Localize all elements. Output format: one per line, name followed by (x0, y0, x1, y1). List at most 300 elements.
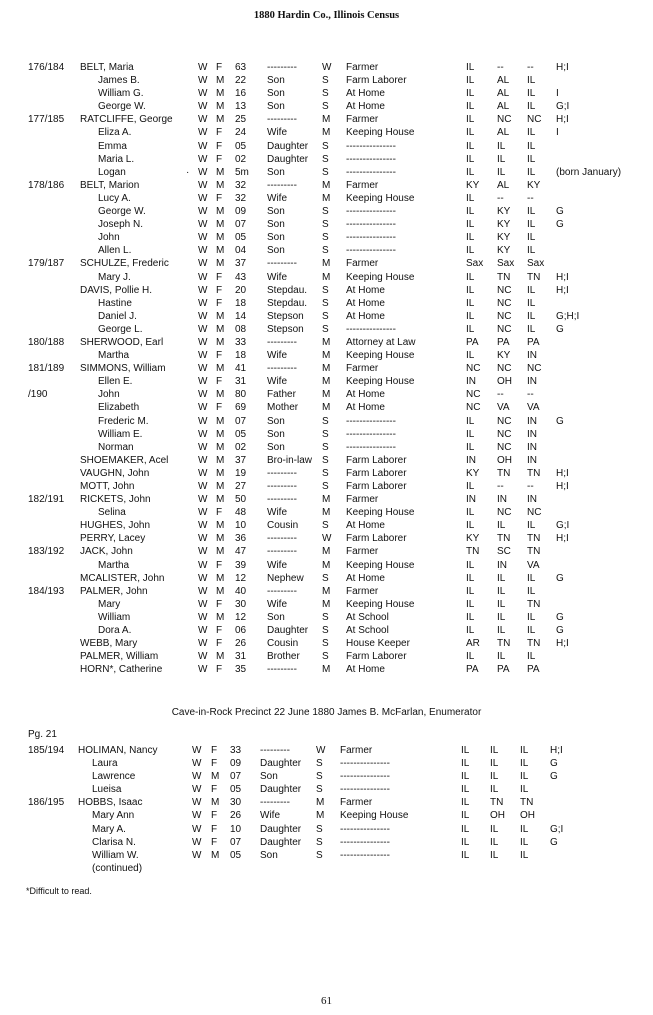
sex: M (216, 245, 225, 257)
mother-birthplace: NC (527, 363, 542, 375)
marital-status: M (322, 546, 331, 558)
birthplace: IL (466, 585, 475, 597)
relationship: Stepson (267, 323, 304, 335)
race: W (192, 849, 202, 861)
relationship: --------- (267, 336, 297, 348)
marital-status: M (322, 507, 331, 519)
census-row (0, 310, 653, 323)
race: W (192, 745, 202, 756)
father-birthplace: IL (497, 611, 506, 623)
occupation: --------------- (346, 153, 396, 165)
occupation: --------------- (346, 219, 396, 231)
sex: M (216, 520, 225, 532)
birthplace: IL (466, 310, 475, 322)
marital-status: S (316, 784, 323, 796)
census-row (0, 506, 653, 519)
race: W (198, 297, 208, 309)
sex: M (216, 206, 225, 218)
mother-birthplace: KY (527, 179, 541, 191)
age: 05 (230, 784, 242, 796)
relationship: --------- (267, 546, 297, 558)
occupation: Farm Laborer (346, 533, 407, 545)
race: W (198, 166, 208, 178)
sex: F (216, 127, 223, 139)
birthplace: IL (466, 206, 475, 218)
occupation: --------------- (340, 771, 390, 783)
race: W (198, 402, 208, 414)
sex: M (211, 797, 220, 809)
mother-birthplace: TN (527, 467, 541, 479)
person-name: VAUGHN, John (80, 467, 150, 479)
occupation: At Home (346, 664, 385, 676)
age: 48 (235, 507, 247, 519)
marital-status: S (322, 651, 329, 663)
occupation: --------------- (346, 323, 396, 335)
age: 24 (235, 127, 247, 139)
person-name: Selina (98, 507, 126, 519)
census-row (0, 375, 653, 388)
race: W (192, 758, 202, 770)
census-row (0, 559, 653, 572)
person-name: Mary (98, 598, 121, 610)
race: W (198, 651, 208, 663)
occupation: Farmer (346, 114, 379, 126)
page-header: 1880 Hardin Co., Illinois Census (253, 10, 400, 21)
race: W (198, 140, 208, 152)
birthplace: IL (466, 598, 475, 610)
occupation: --------------- (346, 206, 396, 218)
notes: G;H;I (556, 310, 580, 322)
census-row (0, 823, 653, 836)
father-birthplace: NC (497, 297, 512, 309)
birthplace: IL (461, 758, 470, 770)
census-row (0, 74, 653, 87)
person-name: PERRY, Lacey (80, 533, 146, 545)
person-name: Dora A. (98, 625, 132, 637)
mother-birthplace: IN (527, 494, 537, 506)
occupation: Farm Laborer (346, 75, 407, 87)
relationship: Bro-in-law (267, 454, 313, 466)
sex: F (216, 625, 223, 637)
relationship: --------- (267, 62, 297, 73)
person-name: SCHULZE, Frederic (80, 258, 169, 270)
family-number: 185/194 (28, 745, 65, 756)
sex: F (211, 810, 218, 822)
occupation: --------------- (346, 245, 396, 257)
father-birthplace: -- (497, 481, 504, 492)
census-row (0, 519, 653, 532)
age: 69 (235, 402, 247, 414)
occupation: --------------- (346, 441, 396, 453)
age: 08 (235, 323, 247, 335)
relationship: Wife (267, 598, 287, 610)
birthplace: IL (461, 745, 470, 756)
race: W (198, 376, 208, 388)
sex: F (211, 758, 218, 770)
father-birthplace: IL (497, 651, 506, 663)
father-birthplace: KY (497, 350, 511, 362)
birthplace: IL (466, 350, 475, 362)
census-row (0, 218, 653, 231)
marital-status: S (322, 140, 329, 152)
father-birthplace: IL (497, 140, 506, 152)
birthplace: IL (466, 520, 475, 532)
census-row (0, 87, 653, 100)
census-row (0, 572, 653, 585)
birthplace: IL (466, 140, 475, 152)
occupation: --------------- (340, 758, 390, 770)
occupation: --------------- (340, 849, 390, 861)
age: 07 (230, 771, 242, 783)
race: W (198, 258, 208, 270)
marital-status: S (322, 323, 329, 335)
age: 47 (235, 546, 247, 558)
marital-status: S (322, 101, 329, 113)
mother-birthplace: IL (520, 836, 529, 848)
notes: G (556, 572, 564, 584)
notes: G (550, 771, 558, 783)
census-row (0, 362, 653, 375)
birthplace: NC (466, 363, 481, 375)
race: W (198, 350, 208, 362)
age: 20 (235, 284, 247, 296)
person-name: Martha (98, 350, 130, 362)
race: W (198, 179, 208, 191)
age: 13 (235, 101, 247, 113)
race: W (198, 389, 208, 401)
race: W (198, 415, 208, 427)
census-row (0, 297, 653, 310)
person-name: Lueisa (92, 784, 122, 796)
census-row (0, 454, 653, 467)
father-birthplace: Sax (497, 258, 515, 270)
census-row (0, 323, 653, 336)
mother-birthplace: IL (527, 611, 536, 623)
relationship: Wife (267, 350, 287, 362)
father-birthplace: IL (490, 745, 499, 756)
census-row (0, 611, 653, 624)
occupation: Keeping House (346, 350, 415, 362)
age: 05 (235, 140, 247, 152)
person-name: Martha (98, 559, 130, 571)
census-row (0, 783, 653, 796)
race: W (192, 810, 202, 822)
birthplace: IN (466, 454, 476, 466)
birthplace: IL (461, 784, 470, 796)
relationship: --------- (267, 585, 297, 597)
relationship: --------- (267, 664, 297, 676)
age: 09 (235, 206, 247, 218)
sex: M (216, 114, 225, 126)
race: W (198, 363, 208, 375)
relationship: Daughter (260, 758, 302, 770)
father-birthplace: IN (497, 559, 507, 571)
marital-status: S (322, 572, 329, 584)
birthplace: IL (466, 88, 475, 100)
occupation: At Home (346, 88, 385, 100)
marital-status: S (316, 823, 323, 835)
birthplace: PA (466, 664, 479, 676)
census-row (0, 598, 653, 611)
birthplace: IL (466, 415, 475, 427)
relationship: Wife (267, 559, 287, 571)
mother-birthplace: IL (520, 849, 529, 861)
relationship: Daughter (260, 836, 302, 848)
father-birthplace: IL (497, 585, 506, 597)
age: 35 (235, 664, 247, 676)
person-name: George L. (98, 323, 143, 335)
person-name: RATCLIFFE, George (80, 114, 173, 126)
marital-status: W (322, 533, 332, 545)
occupation: Farm Laborer (346, 467, 407, 479)
marital-status: S (322, 88, 329, 100)
sex: F (216, 638, 223, 650)
relationship: Son (267, 232, 285, 244)
birthplace: KY (466, 533, 480, 545)
relationship: Daughter (267, 625, 309, 637)
birthplace: KY (466, 179, 480, 191)
father-birthplace: KY (497, 245, 511, 257)
age: 05 (235, 428, 247, 440)
mother-birthplace: IL (520, 823, 529, 835)
mother-birthplace: IL (520, 771, 529, 783)
birthplace: AR (466, 638, 480, 650)
mother-birthplace: NC (527, 114, 542, 126)
mother-birthplace: VA (527, 402, 540, 414)
notes: H;I (556, 467, 569, 479)
father-birthplace: TN (497, 271, 511, 283)
census-row (0, 849, 653, 862)
father-birthplace: AL (497, 127, 510, 139)
mother-birthplace: -- (527, 192, 534, 204)
person-name: Joseph N. (98, 219, 144, 231)
sex: M (216, 481, 225, 492)
person-name: Hastine (98, 297, 132, 309)
census-row (0, 205, 653, 218)
birthplace: IL (466, 611, 475, 623)
occupation: --------------- (346, 415, 396, 427)
marital-status: S (316, 836, 323, 848)
page-number: 61 (321, 995, 332, 1007)
person-name: (continued) (92, 862, 143, 874)
age: 09 (230, 758, 242, 770)
relationship: Wife (267, 271, 287, 283)
census-row (0, 585, 653, 598)
person-name: SIMMONS, William (80, 363, 166, 375)
census-row (0, 61, 653, 74)
race: W (192, 797, 202, 809)
birthplace: IL (461, 771, 470, 783)
sex: M (216, 310, 225, 322)
mother-birthplace: IL (527, 310, 536, 322)
race: W (192, 823, 202, 835)
census-row (0, 757, 653, 770)
person-name: John (98, 389, 120, 401)
occupation: --------------- (340, 823, 390, 835)
relationship: Stepdau. (267, 284, 308, 296)
relationship: --------- (267, 363, 297, 375)
census-row (0, 467, 653, 480)
person-name: HOBBS, Isaac (78, 797, 143, 809)
age: 25 (235, 114, 247, 126)
person-name: William E. (98, 428, 143, 440)
sex: M (216, 546, 225, 558)
mother-birthplace: IN (527, 376, 537, 388)
person-name: William G. (98, 88, 144, 100)
relationship: --------- (267, 114, 297, 126)
mother-birthplace: IL (527, 232, 536, 244)
birthplace: IL (466, 245, 475, 257)
race: W (198, 481, 208, 492)
mother-birthplace: TN (520, 797, 534, 809)
occupation: Farmer (346, 363, 379, 375)
relationship: --------- (267, 258, 297, 270)
birthplace: IL (466, 323, 475, 335)
sex: F (216, 153, 223, 165)
person-name: MOTT, John (80, 481, 135, 492)
father-birthplace: SC (497, 546, 511, 558)
relationship: Wife (260, 810, 280, 822)
marital-status: S (322, 428, 329, 440)
age: 26 (230, 810, 242, 822)
marital-status: S (322, 245, 329, 257)
mother-birthplace: IL (520, 758, 529, 770)
age: 33 (235, 336, 247, 348)
marital-status: S (316, 771, 323, 783)
mother-birthplace: OH (520, 810, 535, 822)
mother-birthplace: -- (527, 62, 534, 73)
father-birthplace: NC (497, 415, 512, 427)
birthplace: IL (461, 797, 470, 809)
father-birthplace: NC (497, 114, 512, 126)
notes: G (556, 206, 564, 218)
marital-status: M (322, 559, 331, 571)
relationship: Son (267, 75, 285, 87)
age: 63 (235, 62, 247, 73)
birthplace: IL (466, 271, 475, 283)
father-birthplace: -- (497, 192, 504, 204)
person-name: Laura (92, 758, 118, 770)
sex: F (216, 350, 223, 362)
race: W (198, 323, 208, 335)
birthplace: IL (466, 114, 475, 126)
person-name: Ellen E. (98, 376, 133, 388)
father-birthplace: OH (490, 810, 505, 822)
person-name: WEBB, Mary (80, 638, 138, 650)
mother-birthplace: TN (527, 598, 541, 610)
father-birthplace: IL (497, 625, 506, 637)
father-birthplace: AL (497, 75, 510, 87)
census-row (0, 545, 653, 558)
census-row (0, 349, 653, 362)
marital-status: M (322, 350, 331, 362)
mother-birthplace: IL (527, 140, 536, 152)
family-number: 184/193 (28, 585, 65, 597)
notes: G (550, 836, 558, 848)
birthplace: IL (461, 823, 470, 835)
race: W (198, 494, 208, 506)
relationship: Brother (267, 651, 300, 663)
mother-birthplace: IL (527, 297, 536, 309)
age: 27 (235, 481, 247, 492)
occupation: --------------- (340, 836, 390, 848)
relationship: Son (267, 415, 285, 427)
occupation: Farm Laborer (346, 454, 407, 466)
race: W (198, 75, 208, 87)
marital-status: M (322, 598, 331, 610)
census-row (0, 284, 653, 297)
census-table-continued (0, 744, 653, 875)
person-name: Frederic M. (98, 415, 149, 427)
census-row (0, 650, 653, 663)
father-birthplace: IL (490, 771, 499, 783)
marital-status: M (322, 402, 331, 414)
race: W (192, 836, 202, 848)
occupation: At Home (346, 520, 385, 532)
age: 41 (235, 363, 247, 375)
notes: H;I (556, 533, 569, 545)
father-birthplace: KY (497, 219, 511, 231)
relationship: Son (267, 206, 285, 218)
sex: M (216, 494, 225, 506)
birthplace: IL (466, 232, 475, 244)
race: W (198, 336, 208, 348)
race: W (198, 88, 208, 100)
age: 30 (230, 797, 242, 809)
father-birthplace: IL (497, 166, 506, 178)
race: W (198, 192, 208, 204)
father-birthplace: NC (497, 284, 512, 296)
family-number: /190 (28, 389, 48, 401)
occupation: Keeping House (346, 598, 415, 610)
age: 07 (235, 219, 247, 231)
person-name: BELT, Maria (80, 62, 134, 73)
birthplace: IL (466, 101, 475, 113)
race: W (198, 598, 208, 610)
census-row (0, 257, 653, 270)
birthplace: IL (461, 810, 470, 822)
mother-birthplace: PA (527, 336, 540, 348)
father-birthplace: TN (490, 797, 504, 809)
page-reference: Pg. 21 (28, 729, 57, 740)
race: W (198, 572, 208, 584)
notes: G (556, 611, 564, 623)
mother-birthplace: VA (527, 559, 540, 571)
census-row (0, 100, 653, 113)
occupation: At School (346, 625, 389, 637)
age: 16 (235, 88, 247, 100)
person-name: Mary Ann (92, 810, 135, 822)
person-name: HORN*, Catherine (80, 664, 163, 676)
notes: G (556, 219, 564, 231)
mother-birthplace: IL (527, 585, 536, 597)
person-name: Norman (98, 441, 134, 453)
marital-status: S (322, 625, 329, 637)
father-birthplace: PA (497, 336, 510, 348)
notes: H;I (556, 481, 569, 492)
sex: M (216, 389, 225, 401)
relationship: Wife (267, 127, 287, 139)
sex: M (216, 219, 225, 231)
age: 19 (235, 467, 247, 479)
occupation: Farmer (346, 179, 379, 191)
notes: I (556, 88, 559, 100)
marital-status: M (322, 585, 331, 597)
race: W (198, 101, 208, 113)
family-number: 183/192 (28, 546, 65, 558)
mother-birthplace: -- (527, 389, 534, 401)
sex: F (216, 664, 223, 676)
